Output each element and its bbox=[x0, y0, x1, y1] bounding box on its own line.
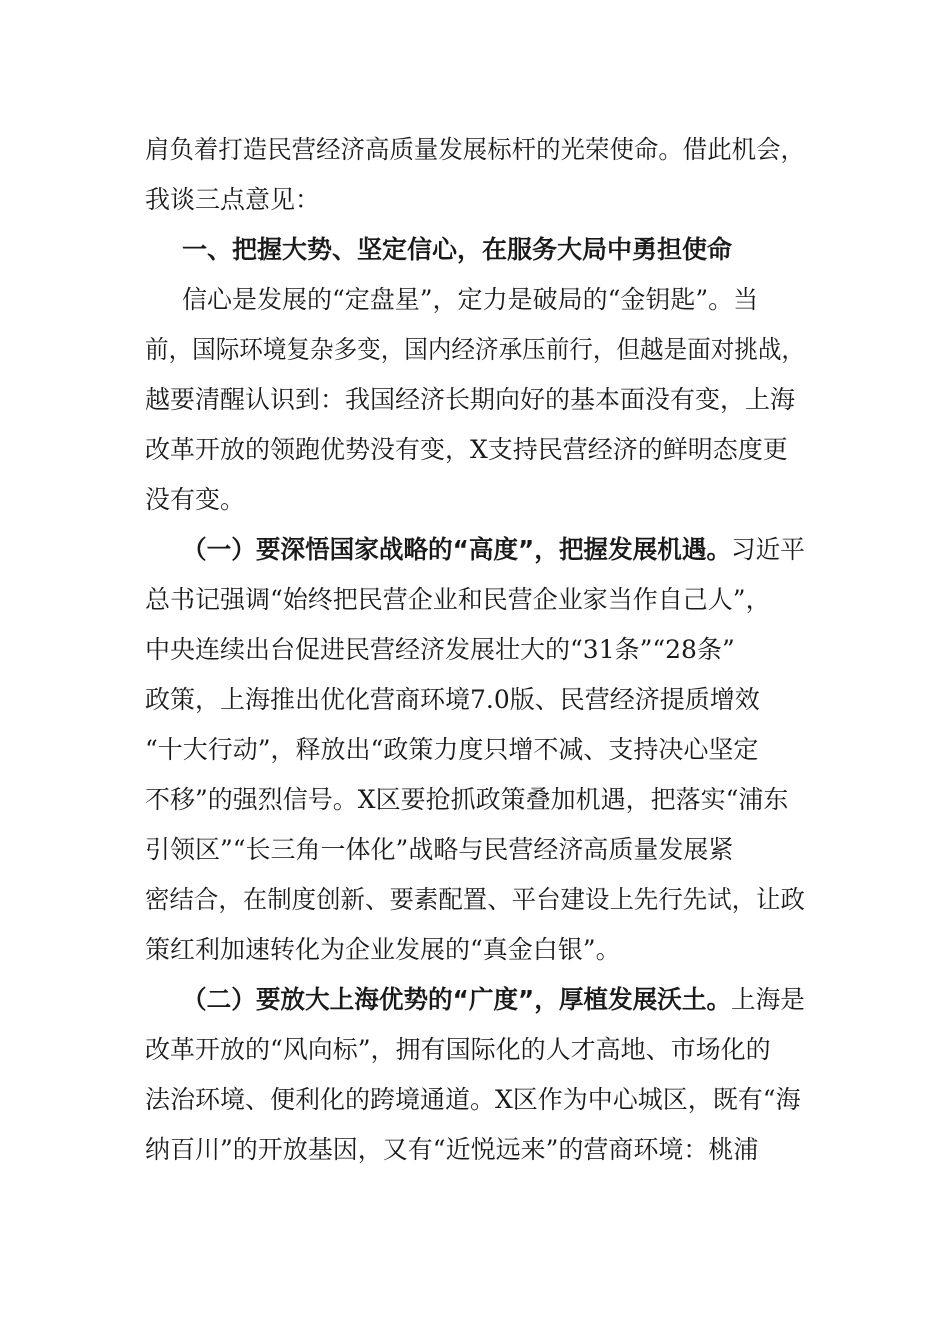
body-line-8: 没有变。 bbox=[145, 485, 246, 514]
subsection-text-1: 习近平 bbox=[731, 535, 805, 564]
body-line-2: 我谈三点意见： bbox=[145, 185, 321, 214]
body-line-17: 策红利加速转化为企业发展的“真金白银”。 bbox=[145, 935, 621, 964]
body-line-13: “十大行动”，释放出“政策力度只增不减、支持决心坚定 bbox=[145, 735, 759, 764]
body-line-21: 纳百川”的开放基因，又有“近悦远来”的营商环境：桃浦 bbox=[145, 1135, 759, 1164]
body-line-11: 中央连续出台促进民营经济发展壮大的“31条”“28条” bbox=[145, 635, 735, 664]
subsection-line-2 bbox=[182, 975, 805, 1025]
body-line-19: 改革开放的“风向标”，拥有国际化的人才高地、市场化的 bbox=[145, 1035, 771, 1064]
body-line-14: 不移”的强烈信号。X区要抢抓政策叠加机遇，把落实“浦东 bbox=[145, 785, 789, 814]
subsection-heading-2: （二）要放大上海优势的“广度”，厚植发展沃土。 bbox=[182, 985, 732, 1014]
body-line-10: 总书记强调“始终把民营企业和民营企业家当作自己人”， bbox=[145, 585, 771, 614]
body-line-7: 改革开放的领跑优势没有变，X支持民营经济的鲜明态度更 bbox=[145, 435, 788, 464]
subsection-text-2: 上海是 bbox=[731, 985, 805, 1014]
section-heading-1: 一、把握大势、坚定信心，在服务大局中勇担使命 bbox=[182, 235, 733, 264]
subsection-line-1 bbox=[182, 525, 805, 575]
body-line-1: 肩负着打造民营经济高质量发展标杆的光荣使命。借此机会， bbox=[145, 135, 806, 164]
subsection-heading-1: （一）要深悟国家战略的“高度”，把握发展机遇。 bbox=[182, 535, 732, 564]
body-line-6: 越要清醒认识到：我国经济长期向好的基本面没有变，上海 bbox=[145, 385, 796, 414]
body-line-5: 前，国际环境复杂多变，国内经济承压前行，但越是面对挑战， bbox=[145, 335, 806, 364]
body-line-16: 密结合，在制度创新、要素配置、平台建设上先行先试，让政 bbox=[145, 885, 806, 914]
body-line-20: 法治环境、便利化的跨境通道。X区作为中心城区，既有“海 bbox=[145, 1085, 801, 1114]
body-line-4: 信心是发展的“定盘星”，定力是破局的“金钥匙”。当 bbox=[182, 285, 759, 314]
body-line-12: 政策，上海推出优化营商环境7.0版、民营经济提质增效 bbox=[145, 685, 760, 714]
body-line-15: 引领区”“长三角一体化”战略与民营经济高质量发展紧 bbox=[145, 835, 734, 864]
